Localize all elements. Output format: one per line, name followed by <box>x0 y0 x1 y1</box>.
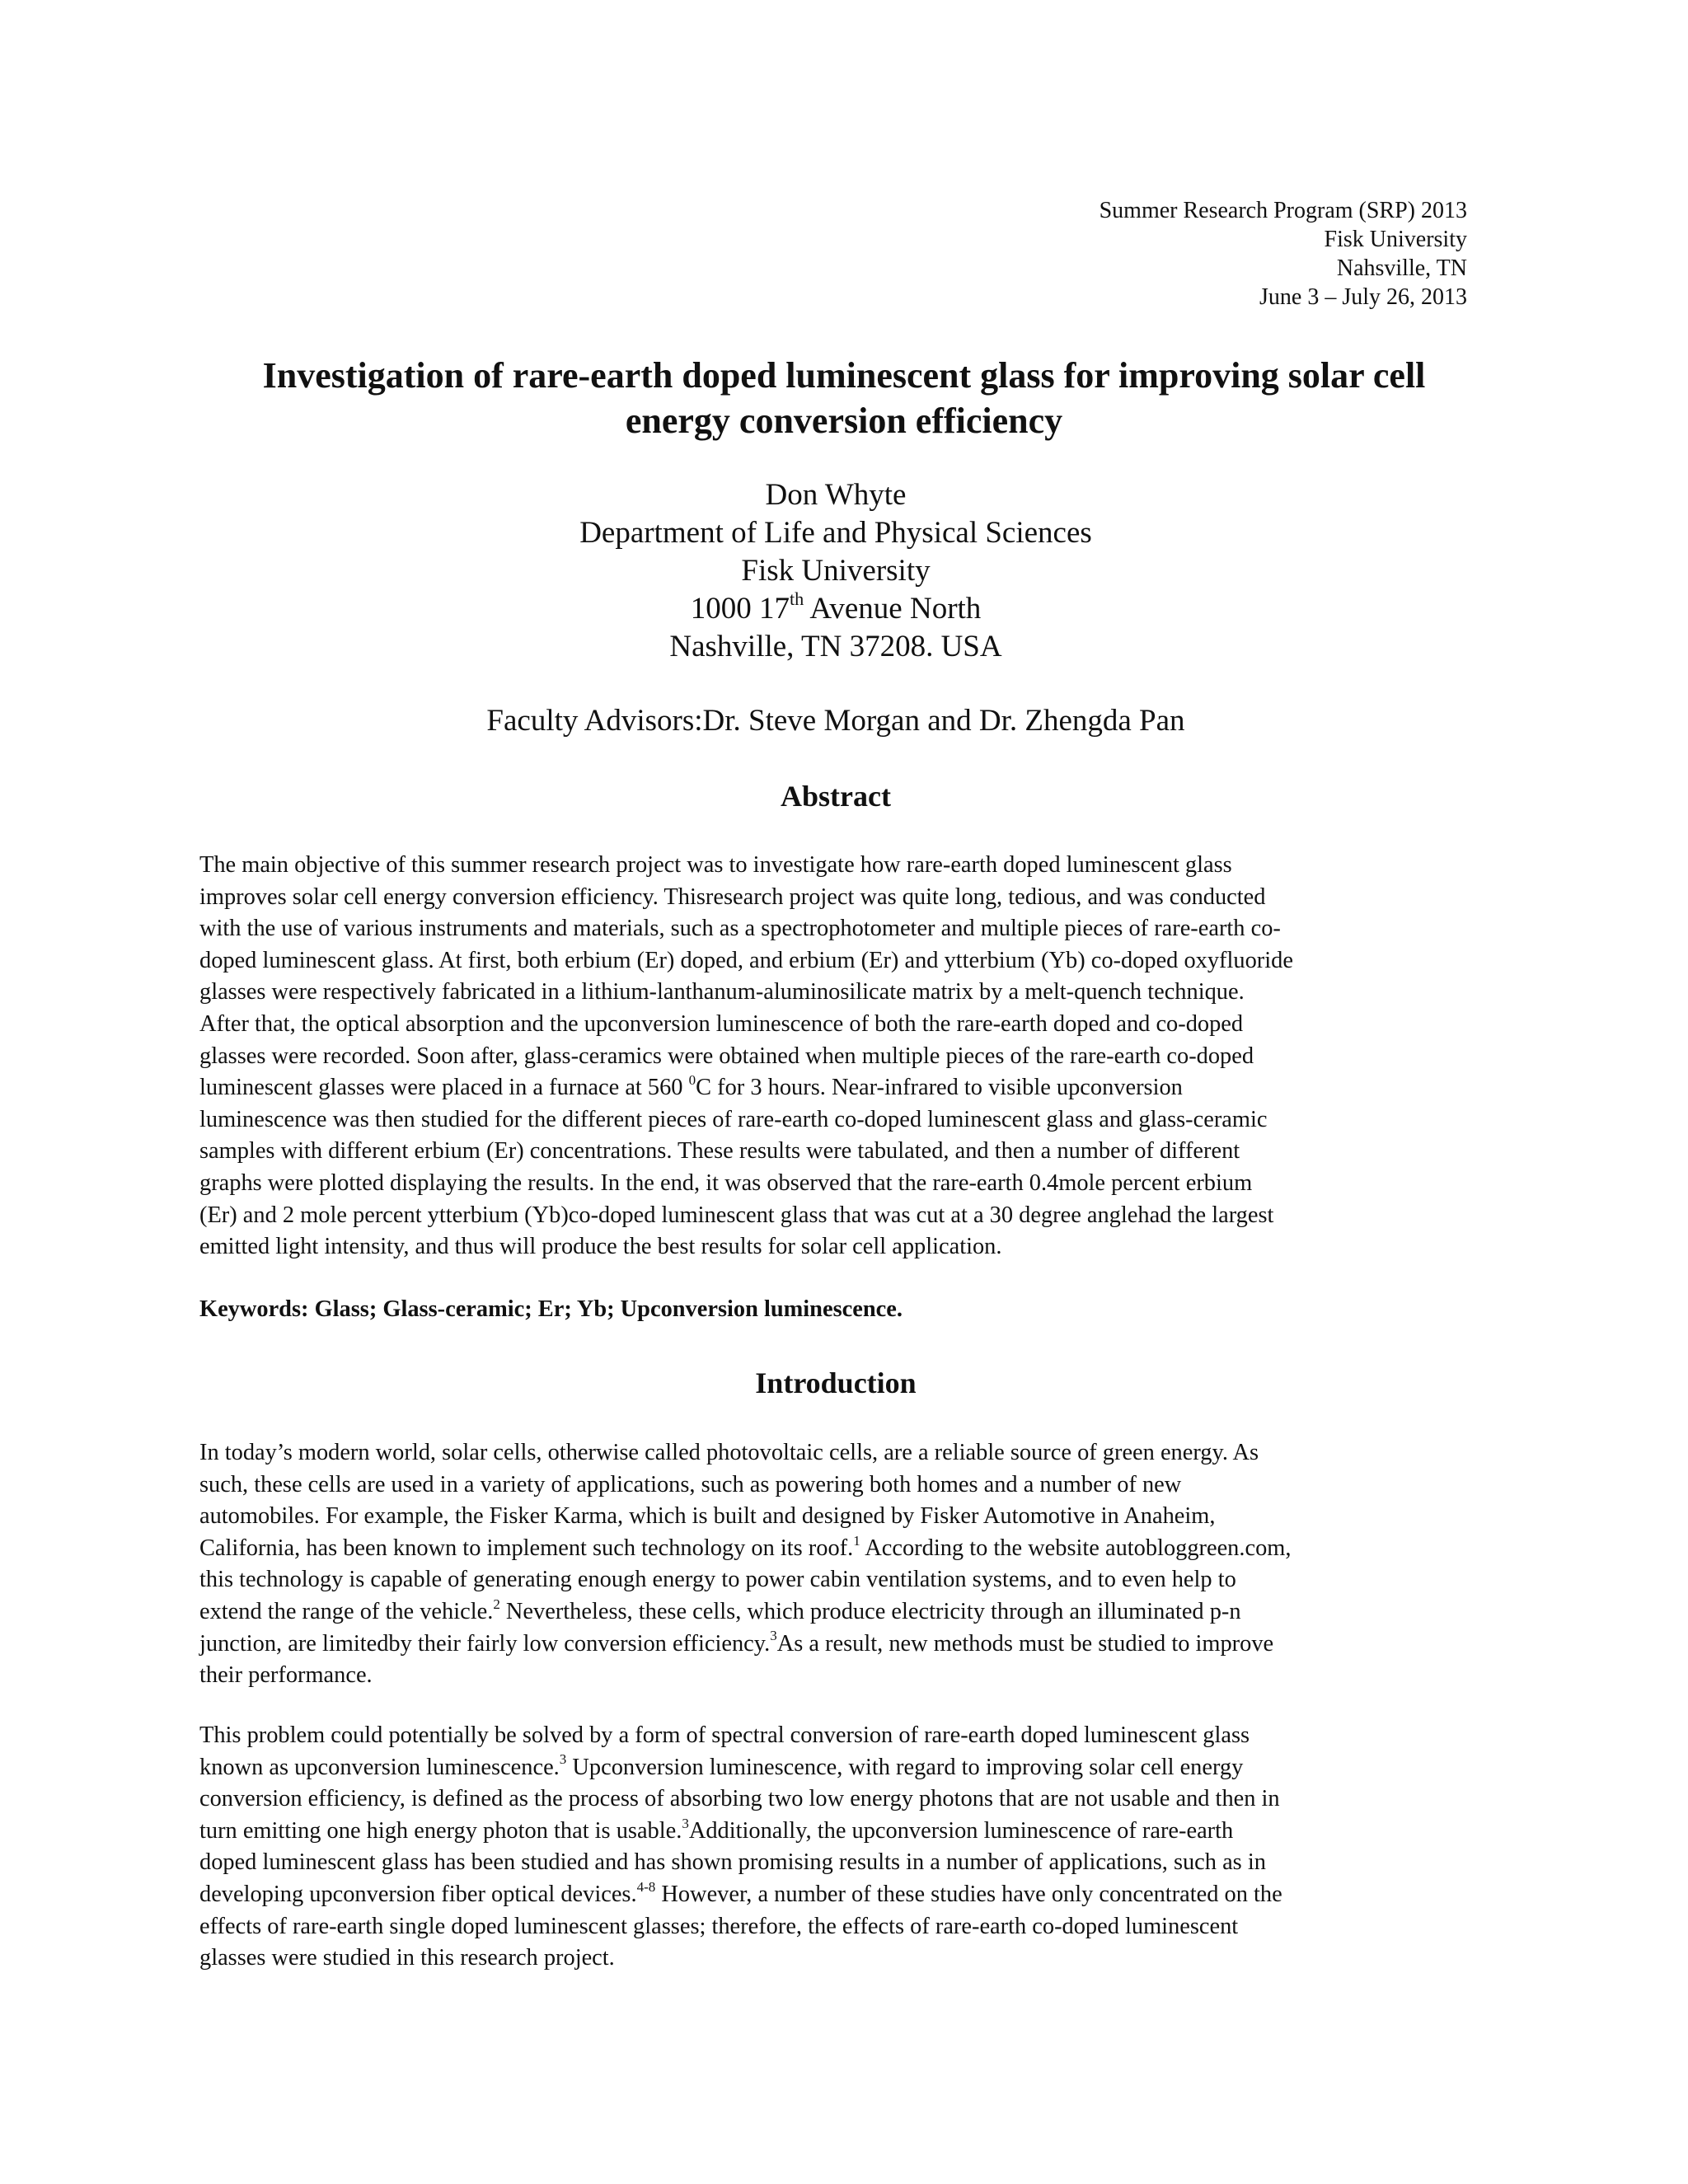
paper-title <box>132 353 1556 443</box>
program-university: Fisk University <box>1324 227 1467 252</box>
author-name: Don Whyte <box>765 478 907 512</box>
abstract-line: emitted light intensity, and thus will produce the best results for solar cell application. <box>199 1234 1002 1260</box>
intro-line: glasses were studied in this research project. <box>199 1945 615 1971</box>
abstract-line: The main objective of this summer research project was to investigate how rare-earth doped luminescent glass <box>199 852 1232 878</box>
intro-line <box>199 1533 1475 1565</box>
paper-title-line-2: energy conversion efficiency <box>625 401 1063 441</box>
citation-superscript: 2 <box>493 1596 500 1612</box>
intro-line: such, these cells are used in a variety of applications, such as powering both homes and a number of new <box>199 1471 1182 1497</box>
author-street-number: 1000 17 <box>690 592 790 626</box>
abstract-line: samples with different erbium (Er) concentrations. These results were tabulated, and then a number of different <box>199 1138 1240 1165</box>
faculty-advisors: Faculty Advisors:Dr. Steve Morgan and Dr. Zhengda Pan <box>486 704 1185 738</box>
introduction-heading: Introduction <box>755 1366 917 1399</box>
author-block <box>0 476 1672 666</box>
program-dates: June 3 – July 26, 2013 <box>1259 284 1467 310</box>
intro-line: doped luminescent glass has been studied and has shown promising results in a number of applications, such as in <box>199 1849 1266 1876</box>
abstract-text <box>199 850 1475 1263</box>
intro-line <box>199 1629 1475 1661</box>
intro-text: Additionally, the upconversion luminescence of rare-earth <box>688 1817 1234 1844</box>
author-university: Fisk University <box>741 554 931 588</box>
intro-line: In today’s modern world, solar cells, otherwise called photovoltaic cells, are a reliable source of green energy. As <box>199 1440 1259 1465</box>
abstract-line: (Er) and 2 mole percent ytterbium (Yb)co-doped luminescent glass that was cut at a 30 degree anglehad the largest <box>199 1202 1274 1228</box>
abstract-line: luminescence was then studied for the different pieces of rare-earth co-doped luminescent glass and glass-ceramic <box>199 1106 1268 1132</box>
citation-superscript: 3 <box>682 1815 689 1831</box>
abstract-heading: Abstract <box>781 780 891 813</box>
abstract-line: graphs were plotted displaying the results. In the end, it was observed that the rare-earth 0.4mole percent erbium <box>199 1169 1253 1196</box>
author-city: Nashville, TN 37208. USA <box>669 630 1002 663</box>
intro-text: turn emitting one high energy photon that is usable. <box>199 1817 682 1844</box>
citation-superscript: 3 <box>770 1628 777 1644</box>
furnace-text: luminescent glasses were placed in a furnace at 560 <box>199 1075 689 1101</box>
abstract-line <box>199 1072 1475 1104</box>
abstract-line: with the use of various instruments and materials, such as a spectrophotometer and multiple pieces of rare-earth co- <box>199 916 1281 942</box>
degree-superscript: 0 <box>688 1071 696 1088</box>
abstract-line: After that, the optical absorption and the upconversion luminescence of both the rare-earth doped and co-doped <box>199 1010 1244 1037</box>
intro-line: this technology is capable of generating enough energy to power cabin ventilation systems, and to even help to <box>199 1567 1236 1593</box>
intro-text: As a result, new methods must be studied to improve <box>776 1630 1274 1657</box>
intro-line <box>199 1596 1475 1629</box>
intro-text: known as upconversion luminescence. <box>199 1754 560 1780</box>
intro-line: automobiles. For example, the Fisker Karma, which is built and designed by Fisker Automotive in Anaheim, <box>199 1503 1216 1530</box>
introduction-paragraph-1 <box>199 1437 1475 1692</box>
intro-line: their performance. <box>199 1662 373 1689</box>
intro-text: junction, are limitedby their fairly low conversion efficiency. <box>199 1630 771 1657</box>
author-department: Department of Life and Physical Sciences <box>579 516 1092 550</box>
abstract-line: glasses were respectively fabricated in a lithium-lanthanum-aluminosilicate matrix by a melt-quench technique. <box>199 979 1245 1005</box>
keywords: Keywords: Glass; Glass-ceramic; Er; Yb; Upconversion luminescence. <box>199 1296 903 1322</box>
intro-text: However, a number of these studies have only concentrated on the <box>655 1881 1282 1907</box>
program-city: Nahsville, TN <box>1336 255 1467 281</box>
author-street-name: Avenue North <box>804 592 982 626</box>
intro-text: Nevertheless, these cells, which produce electricity through an illuminated p-n <box>499 1598 1241 1624</box>
citation-superscript: 3 <box>559 1751 567 1768</box>
citation-superscript: 1 <box>853 1532 860 1549</box>
intro-text: According to the website autobloggreen.com, <box>860 1535 1292 1561</box>
abstract-line: glasses were recorded. Soon after, glass-ceramics were obtained when multiple pieces of the rare-earth co-doped <box>199 1043 1254 1069</box>
intro-line: This problem could potentially be solved by a form of spectral conversion of rare-earth doped luminescent glass <box>199 1722 1250 1748</box>
intro-line <box>199 1816 1475 1848</box>
intro-line: effects of rare-earth single doped luminescent glasses; therefore, the effects of rare-earth co-doped luminescent <box>199 1913 1239 1939</box>
program-name: Summer Research Program (SRP) 2013 <box>1099 198 1467 223</box>
intro-line <box>199 1752 1475 1784</box>
introduction-paragraph-2 <box>199 1720 1475 1975</box>
program-header <box>1100 196 1467 312</box>
intro-text: extend the range of the vehicle. <box>199 1598 494 1624</box>
intro-text: California, has been known to implement such technology on its roof. <box>199 1535 854 1561</box>
intro-text: Upconversion luminescence, with regard to improving solar cell energy <box>566 1754 1244 1780</box>
abstract-line: doped luminescent glass. At first, both erbium (Er) doped, and erbium (Er) and ytterbium (Yb) co-doped oxyfluoride <box>199 947 1293 973</box>
author-street <box>0 590 1672 628</box>
furnace-text-end: C for 3 hours. Near-infrared to visible upconversion <box>696 1075 1183 1101</box>
author-street-suffix: th <box>789 588 804 610</box>
intro-text: developing upconversion fiber optical devices. <box>199 1881 637 1907</box>
citation-superscript: 4-8 <box>636 1878 656 1895</box>
intro-line <box>199 1879 1475 1911</box>
abstract-line: improves solar cell energy conversion efficiency. Thisresearch project was quite long, tedious, and was conducted <box>199 883 1266 910</box>
intro-line: conversion efficiency, is defined as the process of absorbing two low energy photons that are not usable and then in <box>199 1786 1280 1812</box>
paper-title-line-1: Investigation of rare-earth doped luminescent glass for improving solar cell <box>262 355 1426 396</box>
